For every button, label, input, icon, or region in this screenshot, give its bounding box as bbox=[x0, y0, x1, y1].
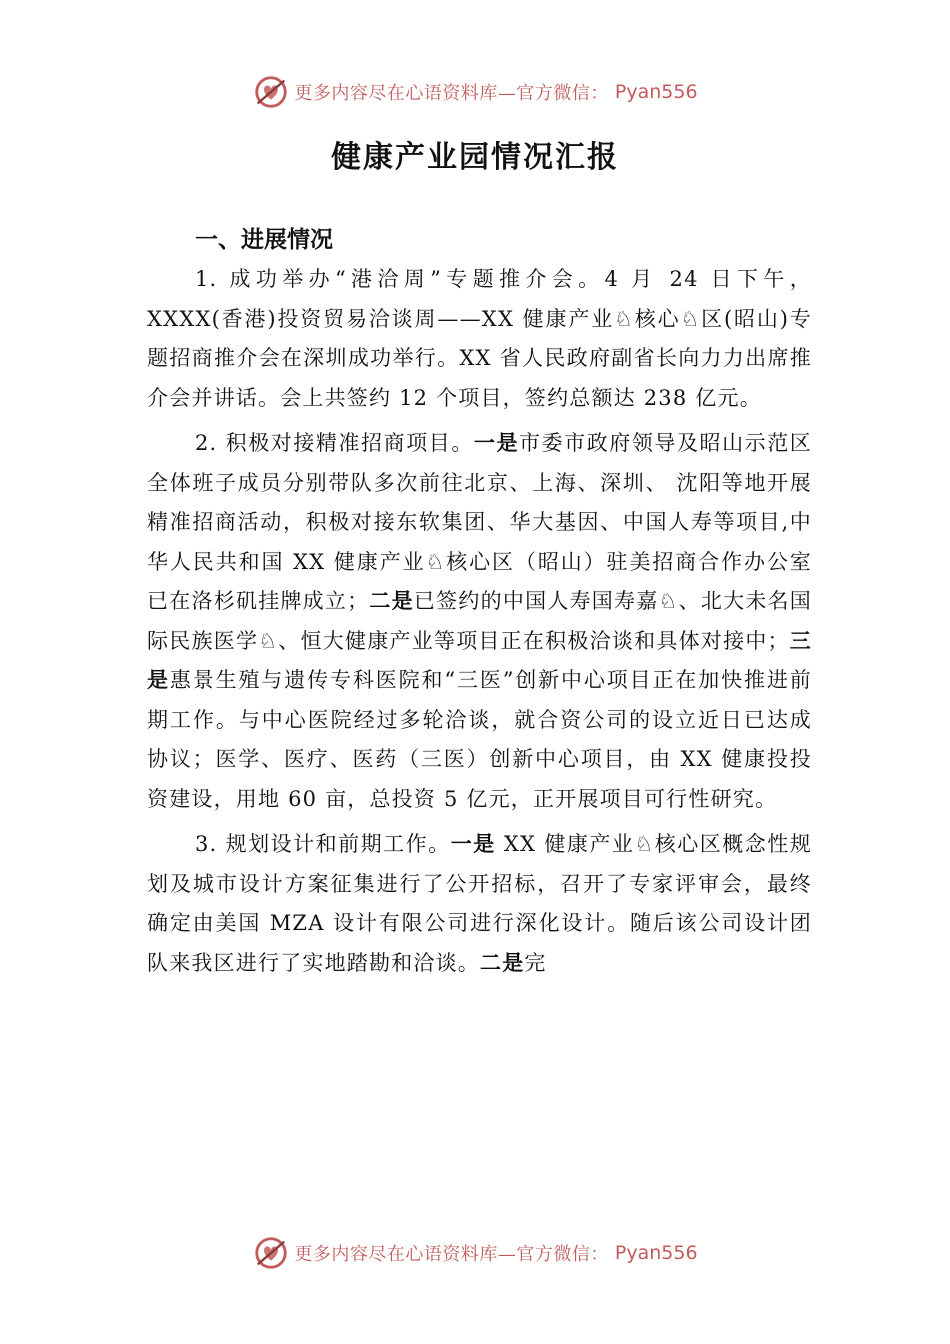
section-heading-progress: 一、进展情况 bbox=[195, 227, 333, 253]
header-watermark-banner bbox=[0, 72, 950, 112]
paragraph-3-text-a: XX 健康产业♘核心区概念性规划及城市设计方案征集进行了公开招标，召开了专家评审会，最终确定由美国 MZA 设计有限公司进行深化设计。随后该公司设计团队来我区进行了实地踏勘和洽谈。 bbox=[147, 832, 812, 975]
paragraph-2-lead: 2. 积极对接精准招商项目。 bbox=[195, 431, 474, 455]
heart-logo-icon bbox=[252, 1234, 290, 1272]
paragraph-2-text-b: 已签约的中国人寿国寿嘉♘、北大未名国际民族医学♘、恒大健康产业等项目正在积极洽谈和具体对接中； bbox=[147, 589, 812, 653]
paragraph-3-text-b: 完 bbox=[524, 950, 547, 975]
banner-text: 更多内容尽在心语资料库—官方微信： bbox=[294, 83, 609, 104]
banner-text: 更多内容尽在心语资料库—官方微信： bbox=[294, 1244, 609, 1265]
paragraph-2-text-a: 市委市政府领导及昭山示范区全体班子成员分别带队多次前往北京、上海、深圳、 沈阳等地开展精准招商活动，积极对接东软集团、华大基因、中国人寿等项目,中华人民共和国 XX 健康产业♘核心区（昭山）驻美招商合作办公室已在洛杉矶挂牌成立； bbox=[147, 431, 813, 613]
paragraph-3-marker-a: 一是 bbox=[450, 832, 496, 856]
paragraph-2-marker-b: 二是 bbox=[369, 589, 414, 613]
paragraph-1 bbox=[147, 260, 812, 418]
paragraph-3-marker-b: 二是 bbox=[480, 950, 525, 975]
paragraph-3 bbox=[147, 825, 812, 983]
paragraph-2-marker-a: 一是 bbox=[473, 431, 520, 455]
banner-wechat-id: Pyan556 bbox=[614, 81, 698, 103]
footer-watermark-banner bbox=[0, 1233, 950, 1273]
paragraph-3-lead: 3. 规划设计和前期工作。 bbox=[195, 832, 451, 856]
paragraph-2-text-c: 惠景生殖与遗传专科医院和“三医”创新中心项目正在加快推进前期工作。与中心医院经过多轮洽谈，就合资公司的设立近日已达成协议；医学、医疗、医药（三医）创新中心项目，由 XX 健康投投资建设，用地 60 亩，总投资 5 亿元，正开展项目可行性研究。 bbox=[147, 668, 812, 811]
document-title: 健康产业园情况汇报 bbox=[331, 140, 619, 175]
paragraph-1-lead: 1. 成功举办“港洽周”专题推介会。 bbox=[195, 267, 605, 291]
heart-logo-icon bbox=[252, 73, 290, 111]
paragraph-2 bbox=[147, 424, 812, 819]
paragraph-2-marker-c: 三是 bbox=[147, 628, 813, 692]
document-body bbox=[147, 220, 812, 983]
paragraph-1-text: 4 月 24 日下午，XXXX(香港)投资贸易洽谈周——XX 健康产业♘核心♘区(昭山)专题招商推介会在深圳成功举行。XX 省人民政府副省长向力力出席推介会并讲话。会上共签约 12 个项目，签约总额达 238 亿元。 bbox=[147, 267, 812, 410]
banner-wechat-id: Pyan556 bbox=[614, 1242, 698, 1264]
